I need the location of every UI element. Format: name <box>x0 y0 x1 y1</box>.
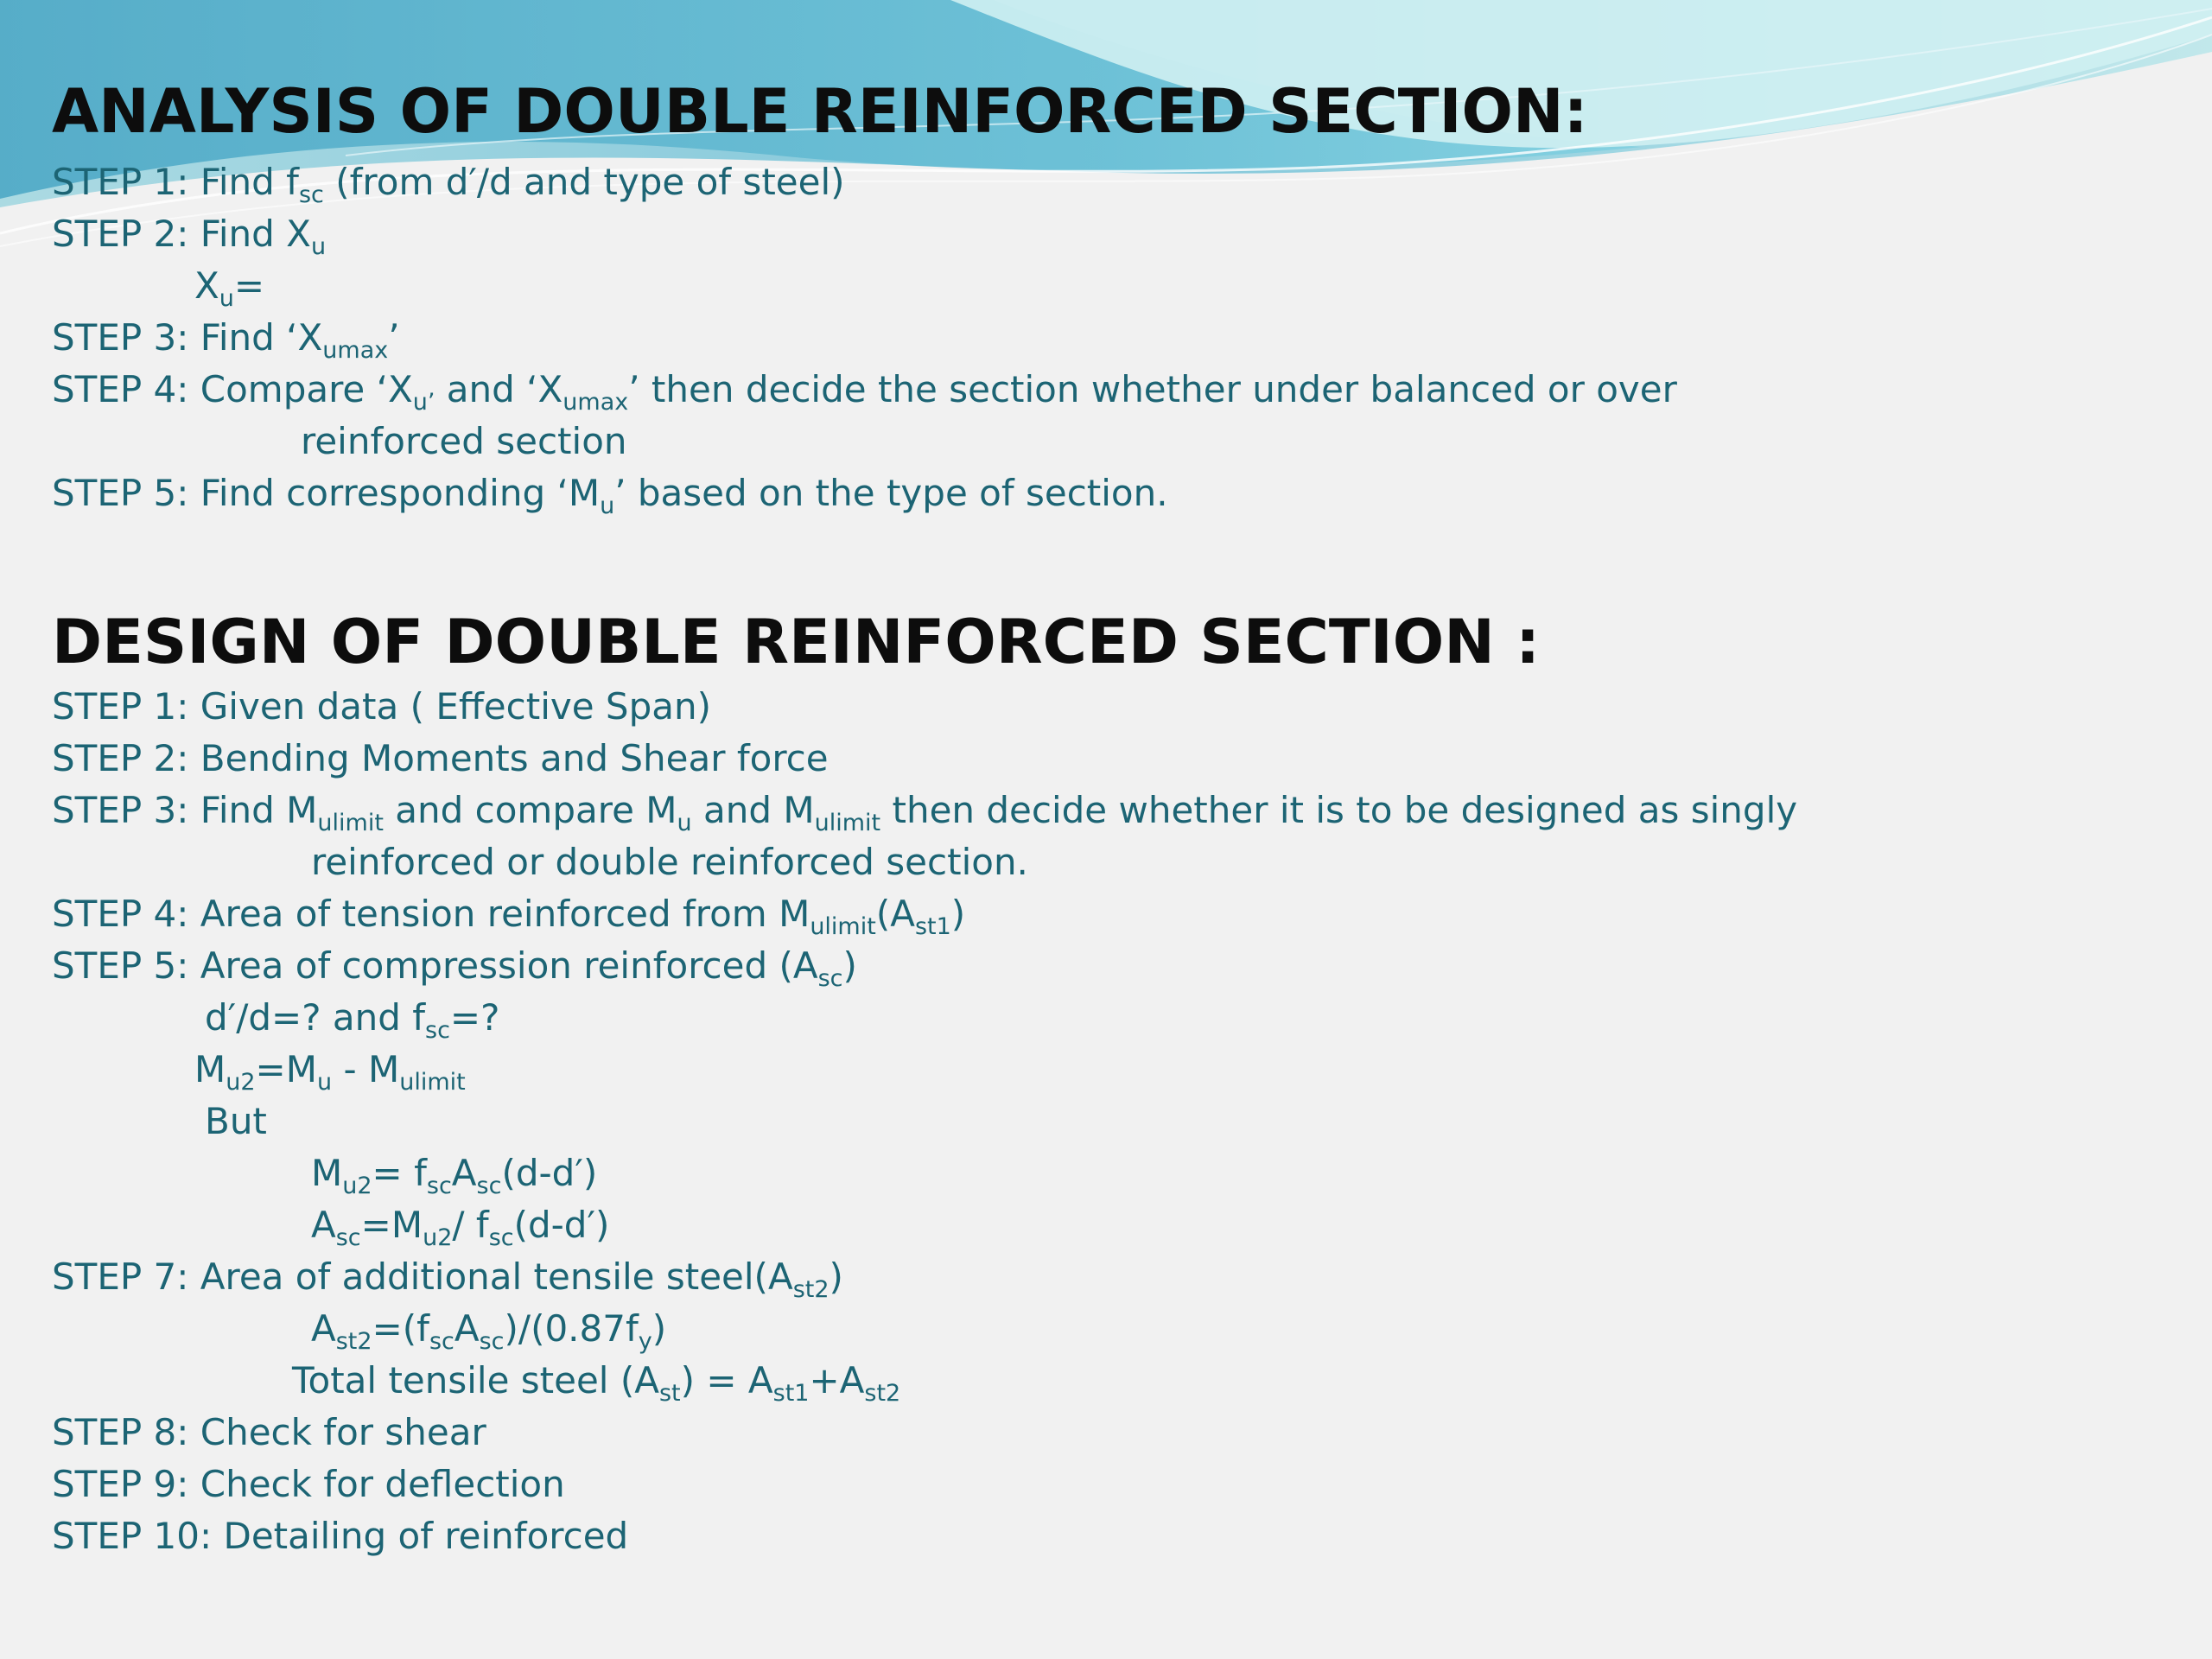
text-run: then decide whether it is to be designed as singly <box>880 789 1798 831</box>
analysis-step-4-continued <box>301 420 627 462</box>
subscript: u <box>316 1069 333 1096</box>
analysis-step-5 <box>52 472 1168 519</box>
text-run: (from d′/d and type of steel) <box>323 161 845 203</box>
text-run: Total tensile steel (A <box>292 1359 659 1402</box>
design-total-steel-formula <box>292 1359 901 1407</box>
text-run: STEP 8: Check for shear <box>52 1411 486 1453</box>
text-run: M <box>194 1048 226 1090</box>
subscript: st2 <box>864 1380 901 1407</box>
text-run: STEP 7: Area of additional tensile steel(A <box>52 1255 793 1298</box>
text-run: STEP 2: Find X <box>52 213 311 255</box>
text-run: =? <box>449 996 500 1039</box>
design-but-label <box>205 1100 267 1142</box>
subscript: ulimit <box>810 913 876 940</box>
text-run: ) = A <box>680 1359 773 1402</box>
design-step-7 <box>52 1255 843 1303</box>
text-run: =M <box>360 1204 423 1246</box>
text-run: STEP 1: Find f <box>52 161 299 203</box>
text-run: / f <box>452 1204 489 1246</box>
text-run: But <box>205 1100 267 1142</box>
text-run: STEP 9: Check for deflection <box>52 1463 565 1505</box>
subscript: sc <box>425 1017 450 1044</box>
design-step-4 <box>52 893 966 940</box>
text-run: +A <box>809 1359 865 1402</box>
subscript: u <box>219 285 234 312</box>
subscript: sc <box>426 1173 452 1199</box>
subscript: st1 <box>914 913 951 940</box>
text-run: = <box>233 264 265 307</box>
text-run: = f <box>372 1152 427 1194</box>
subscript: u2 <box>423 1224 453 1251</box>
subscript: sc <box>335 1224 361 1251</box>
text-run: reinforced or double reinforced section. <box>311 841 1028 883</box>
text-run: STEP 3: Find ‘X <box>52 316 323 359</box>
subscript: u <box>600 493 615 519</box>
text-run: A <box>311 1204 336 1246</box>
design-step-10 <box>52 1515 629 1557</box>
analysis-step-4 <box>52 368 1677 416</box>
text-run: STEP 10: Detailing of reinforced <box>52 1515 629 1557</box>
subscript: sc <box>298 181 324 208</box>
subscript: umax <box>322 337 389 364</box>
subscript: ulimit <box>399 1069 466 1096</box>
text-run: STEP 2: Bending Moments and Shear force <box>52 737 829 779</box>
subscript: u2 <box>226 1069 256 1096</box>
subscript: sc <box>488 1224 514 1251</box>
text-run: d′/d=? and f <box>205 996 425 1039</box>
text-run: ’ <box>388 316 400 359</box>
text-run: STEP 4: Area of tension reinforced from M <box>52 893 810 935</box>
subscript: sc <box>429 1328 454 1355</box>
analysis-step-2 <box>52 213 327 260</box>
subscript: ulimit <box>317 810 384 836</box>
subscript: umax <box>563 389 629 416</box>
subscript: u2 <box>342 1173 372 1199</box>
text-run: A <box>311 1307 336 1350</box>
subscript: u’ <box>412 389 435 416</box>
subscript: st2 <box>335 1328 372 1355</box>
text-run: X <box>194 264 219 307</box>
text-run: =M <box>255 1048 317 1090</box>
subscript: ulimit <box>814 810 881 836</box>
text-run: and ‘X <box>435 368 563 410</box>
design-step-3 <box>52 789 1798 836</box>
analysis-step-1 <box>52 161 845 208</box>
text-run: A <box>451 1152 477 1194</box>
subscript: sc <box>817 965 843 992</box>
subscript: st <box>658 1380 681 1407</box>
design-step-8 <box>52 1411 486 1453</box>
design-step-1 <box>52 685 711 728</box>
text-run: STEP 5: Area of compression reinforced (A <box>52 944 818 987</box>
subscript: st2 <box>792 1276 830 1303</box>
text-run: (d-d′) <box>501 1152 598 1194</box>
design-step-2 <box>52 737 829 779</box>
design-dd-fsc-formula <box>205 996 500 1044</box>
design-ast2-formula <box>311 1307 667 1355</box>
design-step-5 <box>52 944 857 992</box>
subscript: u <box>677 810 692 836</box>
text-run: STEP 3: Find M <box>52 789 318 831</box>
text-run: reinforced section <box>301 420 627 462</box>
text-run: ’ then decide the section whether under balanced or over <box>628 368 1677 410</box>
text-run: (A <box>875 893 915 935</box>
text-run: STEP 4: Compare ‘X <box>52 368 413 410</box>
design-step-3-continued <box>311 841 1028 883</box>
text-run: )/(0.87f <box>504 1307 639 1350</box>
text-run: ) <box>652 1307 667 1350</box>
design-step-9 <box>52 1463 565 1505</box>
subscript: sc <box>479 1328 505 1355</box>
text-run: =(f <box>372 1307 429 1350</box>
text-run: STEP 1: Given data ( Effective Span) <box>52 685 711 728</box>
design-heading: DESIGN OF DOUBLE REINFORCED SECTION : <box>52 607 1541 677</box>
subscript: sc <box>476 1173 502 1199</box>
analysis-step-3 <box>52 316 400 364</box>
design-asc-formula <box>311 1204 610 1251</box>
text-run: ’ based on the type of section. <box>614 472 1168 514</box>
text-run: ) <box>950 893 966 935</box>
text-run: - M <box>332 1048 400 1090</box>
text-run: (d-d′) <box>513 1204 610 1246</box>
text-run: ) <box>842 944 857 987</box>
design-mu2-formula <box>194 1048 466 1096</box>
text-run: and M <box>691 789 815 831</box>
text-run: and compare M <box>383 789 677 831</box>
subscript: st1 <box>772 1380 810 1407</box>
subscript: y <box>638 1328 652 1355</box>
design-mu2-fsc-formula <box>311 1152 598 1199</box>
text-run: ) <box>829 1255 843 1298</box>
analysis-xu-formula <box>194 264 265 312</box>
subscript: u <box>310 233 327 260</box>
text-run: A <box>454 1307 480 1350</box>
text-run: STEP 5: Find corresponding ‘M <box>52 472 601 514</box>
analysis-heading: ANALYSIS OF DOUBLE REINFORCED SECTION: <box>52 76 1588 147</box>
text-run: M <box>311 1152 343 1194</box>
